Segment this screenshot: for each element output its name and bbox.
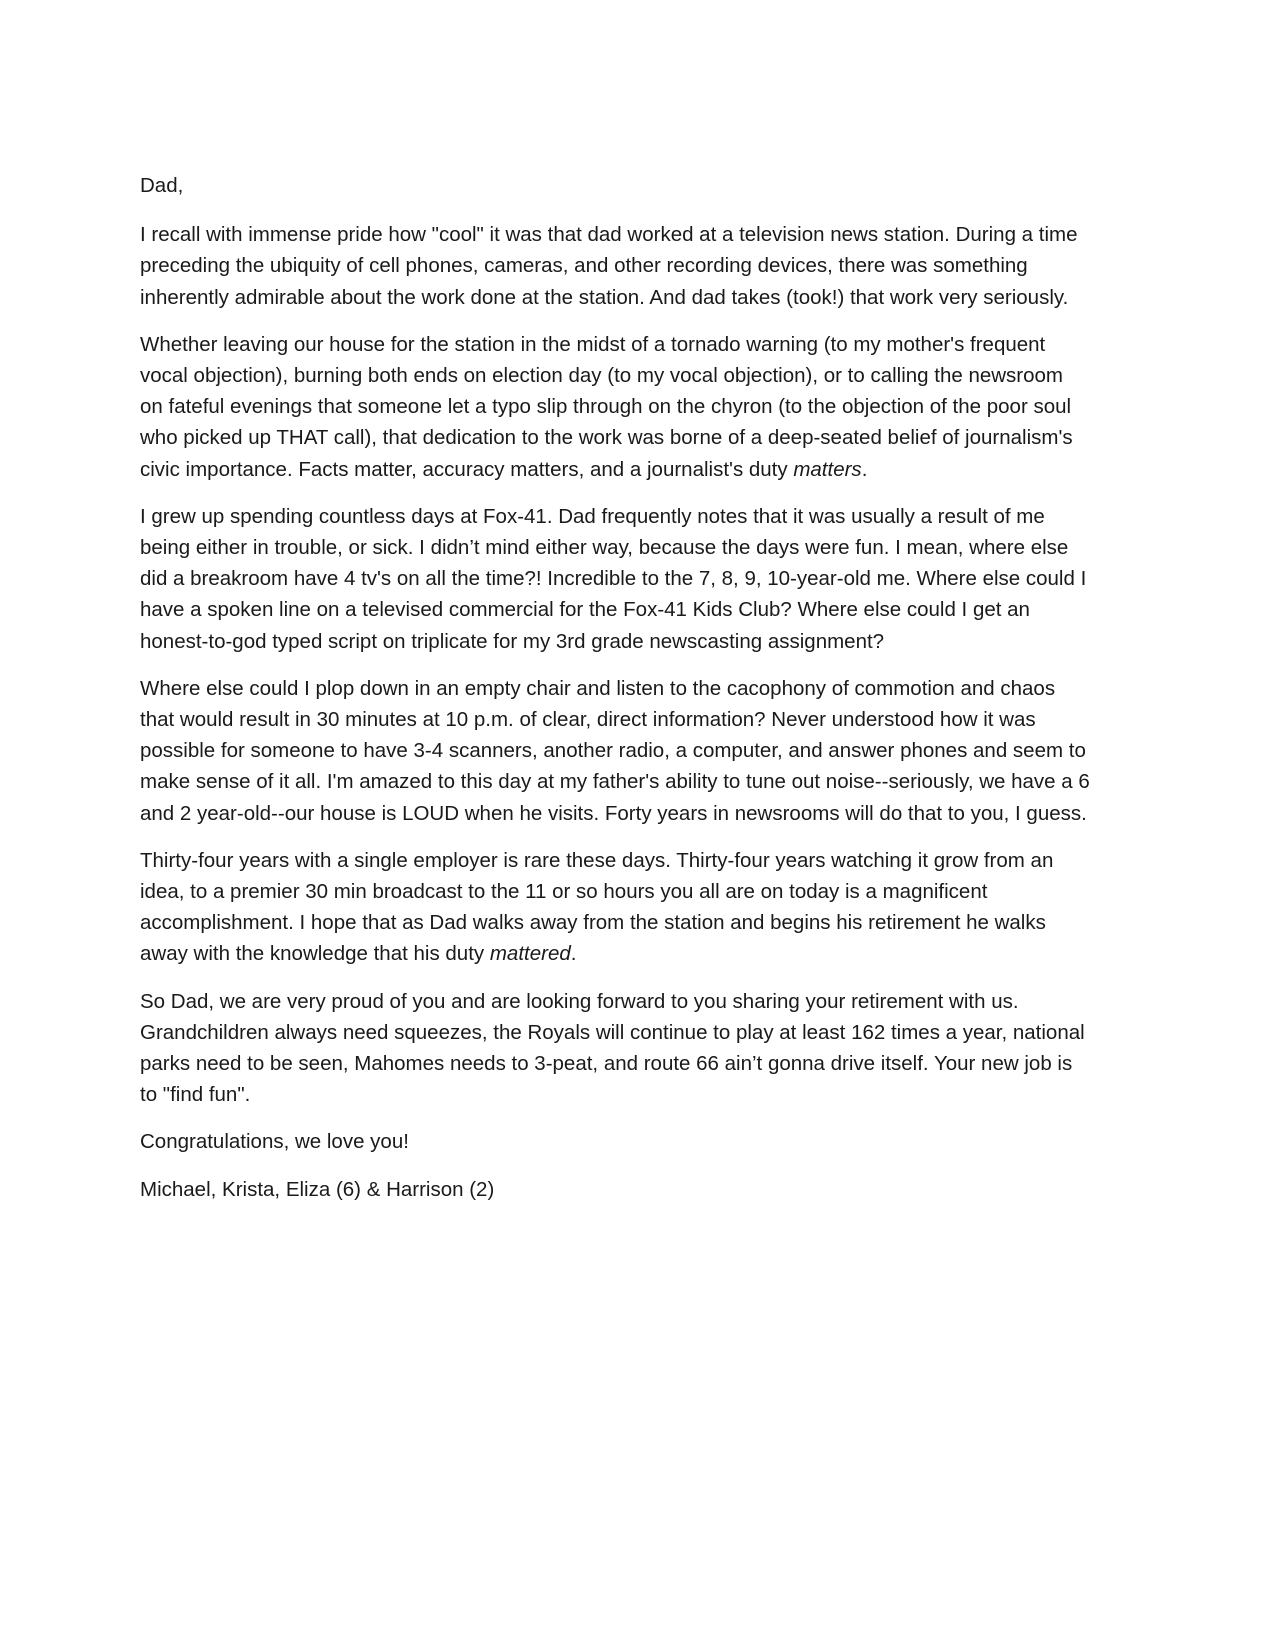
salutation: Dad, xyxy=(140,174,184,197)
paragraph-6: So Dad, we are very proud of you and are looking forward to you sharing your retirement with us. Grandchildren always need squeezes, the Royals will continue to play at least 162 times a year, national parks need to be seen, Mahomes needs to 3-peat, and route 66 ain’t gonna drive itself. Your new job is to "find fun". xyxy=(140,989,1085,1107)
paragraph-3: I grew up spending countless days at Fox-41. Dad frequently notes that it was usually a result of me being either in trouble, or sick. I didn’t mind either way, because the days were fun. I mean, where else did a breakroom have 4 tv's on all the time?! Incredible to the 7, 8, 9, 10-year-old me. Where else could I have a spoken line on a televised commercial for the Fox-41 Kids Club? Where else could I get an honest-to-god typed script on triplicate for my 3rd grade newscasting assignment? xyxy=(140,504,1087,653)
paragraph-2-text: Whether leaving our house for the station in the midst of a tornado warning (to my mother's frequent vocal objection), burning both ends on election day (to my vocal objection), or to calling the newsroom on fateful evenings that someone let a typo slip through on the chyron (to the objection of the poor soul who picked up THAT call), that dedication to the work was borne of a deep-seated belief of journalism's civic importance. Facts matter, accuracy matters, and a journalist's duty xyxy=(140,332,1073,481)
paragraph-2-emphasis: matters xyxy=(793,457,862,481)
paragraph-4: Where else could I plop down in an empty chair and listen to the cacophony of commotion and chaos that would result in 30 minutes at 10 p.m. of clear, direct information? Never understood how it was possible for someone to have 3-4 scanners, another radio, a computer, and answer phones and seem to make sense of it all. I'm amazed to this day at my father's ability to tune out noise--seriously, we have a 6 and 2 year-old--our house is LOUD when he visits. Forty years in newsrooms will do that to you, I guess. xyxy=(140,676,1090,825)
paragraph-2 xyxy=(140,329,1090,485)
paragraph-5 xyxy=(140,845,1090,970)
paragraph-5-text: Thirty-four years with a single employer is rare these days. Thirty-four years watching it grow from an idea, to a premier 30 min broadcast to the 11 or so hours you all are on today is a magnificent accomplishment. I hope that as Dad walks away from the station and begins his retirement he walks away with the knowledge that his duty xyxy=(140,848,1054,966)
letter xyxy=(140,170,1090,1221)
paragraph-5-emphasis: mattered xyxy=(489,942,571,966)
paragraph-5-end: . xyxy=(570,942,577,966)
signature: Michael, Krista, Eliza (6) & Harrison (2) xyxy=(140,1177,495,1201)
paragraph-1: I recall with immense pride how "cool" it was that dad worked at a television news station. During a time preceding the ubiquity of cell phones, cameras, and other recording devices, there was something inherently admirable about the work done at the station. And dad takes (took!) that work very seriously. xyxy=(140,223,1078,309)
closing: Congratulations, we love you! xyxy=(140,1130,409,1154)
paragraph-2-end: . xyxy=(861,457,868,481)
